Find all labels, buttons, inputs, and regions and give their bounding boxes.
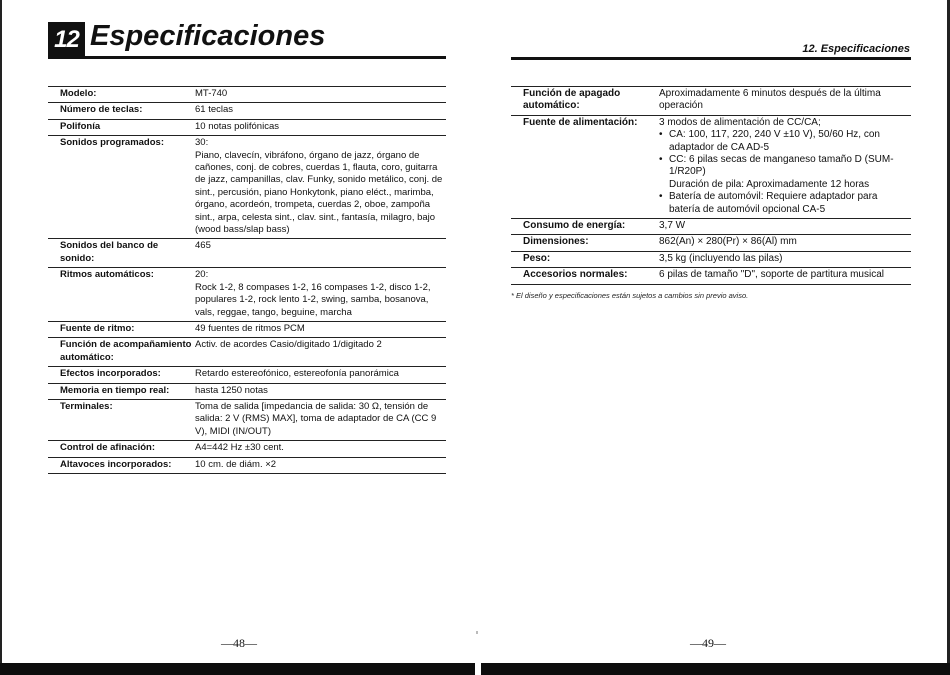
- spec-label: Ritmos automáticos:: [48, 268, 195, 322]
- spec-row: [48, 383, 446, 399]
- spec-value-cell: [195, 367, 446, 383]
- spec-label: Control de afinación:: [48, 441, 195, 457]
- spec-row: [48, 367, 446, 383]
- spec-value: Activ. de acordes Casio/digitado 1/digitado 2: [195, 339, 382, 351]
- spec-label: Sonidos del banco de sonido:: [48, 239, 195, 268]
- spec-value: A4=442 Hz ±30 cent.: [195, 442, 284, 454]
- spec-label: Sonidos programados:: [48, 136, 195, 239]
- spec-value-cell: [195, 383, 446, 399]
- page-number: —49—: [690, 636, 726, 650]
- spec-label: Polifonía: [48, 119, 195, 135]
- spec-value-cell: [659, 87, 911, 116]
- spec-value-cell: [195, 136, 446, 239]
- spec-row: [48, 338, 446, 367]
- spec-value-cell: [195, 119, 446, 135]
- spec-value: 3,5 kg (incluyendo las pilas): [659, 252, 783, 264]
- spec-bullet: • Batería de automóvil: Requiere adaptador para batería de automóvil opcional CA-5: [659, 191, 909, 216]
- spec-label: Memoria en tiempo real:: [48, 383, 195, 399]
- spec-value: MT-740: [195, 88, 228, 99]
- spec-value: Aproximadamente 6 minutos después de la última operación: [659, 88, 881, 112]
- spec-value: 10 notas polifónicas: [195, 120, 279, 132]
- spec-row: [48, 103, 446, 119]
- spec-value: 862(An) × 280(Pr) × 86(Al) mm: [659, 236, 797, 248]
- spec-bullet: • CA: 100, 117, 220, 240 V ±10 V), 50/60 Hz, con adaptador de CA AD-5: [659, 129, 909, 154]
- spec-value-cell: [195, 268, 446, 322]
- spec-row: [48, 441, 446, 457]
- spec-row: [48, 136, 446, 239]
- spec-label: Consumo de energía:: [511, 219, 659, 235]
- right-page: [475, 0, 950, 675]
- spec-row: [511, 219, 911, 235]
- bottom-bar: [0, 663, 950, 675]
- spec-value-cell: [195, 441, 446, 457]
- spec-row: [48, 268, 446, 322]
- spec-value-cell: [659, 235, 911, 251]
- spec-label: Accesorios normales:: [511, 268, 659, 284]
- spec-label: Altavoces incorporados:: [48, 457, 195, 473]
- spec-label: Terminales:: [48, 399, 195, 440]
- spec-label: Número de teclas:: [48, 103, 195, 119]
- spec-table-left: [48, 86, 446, 474]
- spec-value-cell: [195, 87, 446, 103]
- spec-value-cell: [195, 338, 446, 367]
- spec-value: 6 pilas de tamaño "D", soporte de partitura musical: [659, 269, 884, 281]
- page-title: Especificaciones: [90, 20, 326, 52]
- spec-value-cell: [195, 457, 446, 473]
- spec-row: [511, 235, 911, 251]
- spec-label: Función de apagado automático:: [511, 87, 659, 116]
- spec-value-cell: [659, 268, 911, 284]
- spec-value: 30: Piano, clavecín, vibráfono, órgano de jazz, órgano de cañones, conj. de cobres, cuerdas 1, flauta, coro, guitarra de jazz, campanillas, clav. Funky, sonido metálico, conj. de sint., percusión, piano Honkytonk, piano eléct., marimba, órgano, acordeón, trompeta, cuerdas 2, oboe, zampoña sint., arpa, celesta sint., clav. sint., fantasía, milagro, bajo (wood bass/slap bass): [195, 137, 443, 236]
- spec-value-cell: [659, 115, 911, 218]
- spec-value: 10 cm. de diám. ×2: [195, 458, 277, 470]
- spec-row: [48, 457, 446, 473]
- spec-label: Función de acompañamiento automático:: [48, 338, 195, 367]
- spec-table-right: [511, 86, 911, 285]
- spec-value-cell: [659, 219, 911, 235]
- spec-value-cell: [195, 321, 446, 337]
- spec-value-cell: [195, 239, 446, 268]
- spec-bullet: • CC: 6 pilas secas de manganeso tamaño D (SUM-1/R20P) Duración de pila: Aproximadamente 12 horas: [659, 154, 909, 191]
- spec-label: Efectos incorporados:: [48, 367, 195, 383]
- page-number: —48—: [221, 636, 257, 650]
- spec-value-cell: [659, 251, 911, 267]
- title-rule: [511, 57, 911, 60]
- spec-row: [48, 399, 446, 440]
- spec-bullet-list: [659, 129, 909, 216]
- spec-row: [48, 239, 446, 268]
- spec-value: 465: [195, 240, 211, 252]
- spec-row: [511, 251, 911, 267]
- spec-label: Modelo:: [48, 87, 195, 103]
- spec-row: [511, 268, 911, 284]
- footnote: * El diseño y especificaciones están sujetos a cambios sin previo aviso.: [511, 291, 749, 300]
- running-head: 12. Especificaciones: [802, 43, 910, 55]
- gutter-mark: [476, 631, 478, 634]
- spec-value: hasta 1250 notas: [195, 384, 268, 396]
- spec-row: [511, 87, 911, 116]
- spec-label: Fuente de alimentación:: [511, 115, 659, 218]
- spec-value: 3 modos de alimentación de CC/CA;: [659, 116, 821, 128]
- spec-row: [48, 87, 446, 103]
- spec-value: Toma de salida [impedancia de salida: 30 Ω, tensión de salida: 2 V (RMS) MAX], toma de adaptador de CA (CC 9 V), MIDI (IN/OUT): [195, 400, 437, 437]
- title-rule: [48, 56, 446, 59]
- spec-label: Fuente de ritmo:: [48, 321, 195, 337]
- spec-label: Peso:: [511, 251, 659, 267]
- chapter-number-badge: 12: [48, 22, 85, 58]
- spec-value: 49 fuentes de ritmos PCM: [195, 322, 305, 334]
- spec-value-cell: [195, 103, 446, 119]
- spec-value: 61 teclas: [195, 104, 234, 116]
- spec-value: 20: Rock 1-2, 8 compases 1-2, 16 compases 1-2, disco 1-2, populares 1-2, rock lento 1-2, swing, samba, bosanova, vals, reggae, tango, beguine, marcha: [195, 269, 431, 318]
- spec-row: [511, 115, 911, 218]
- spec-row: [48, 119, 446, 135]
- spec-row: [48, 321, 446, 337]
- spec-value: 3,7 W: [659, 220, 686, 232]
- spec-label: Dimensiones:: [511, 235, 659, 251]
- spec-value-cell: [195, 399, 446, 440]
- spec-value: Retardo estereofónico, estereofonía panorámica: [195, 368, 399, 380]
